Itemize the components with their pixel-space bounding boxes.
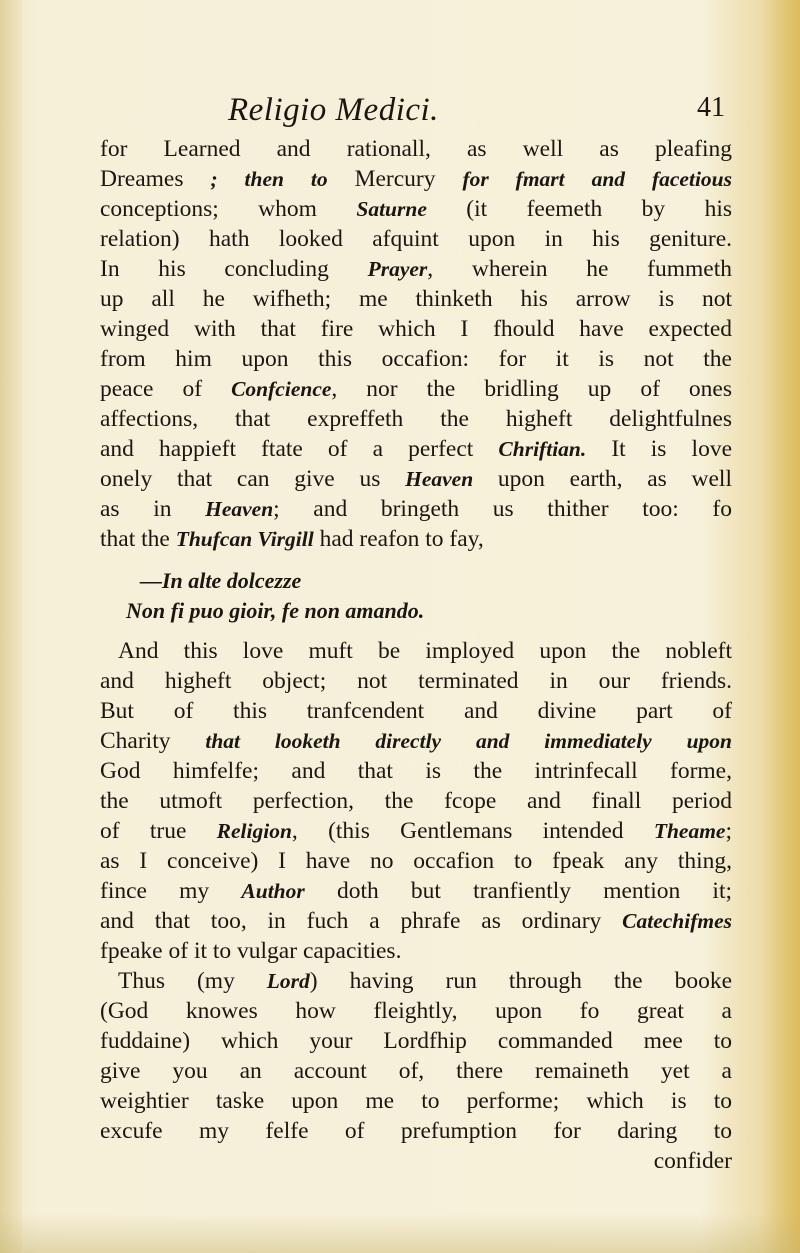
text-line: [100, 816, 732, 846]
text-segment: Mercury: [354, 166, 436, 192]
text-segment: ;: [725, 818, 732, 844]
text-segment: excufe my felfe of prefumption for daring to: [100, 1118, 732, 1144]
text-segment: onely that can give us: [100, 466, 406, 492]
text-segment: affections, that expreffeth the higheft delightfulnes: [100, 406, 732, 432]
text-segment: , wherein he fummeth: [427, 256, 732, 282]
page-edge-discoloration: [760, 0, 800, 1253]
text-segment: fuddaine) which your Lordfhip commanded mee to: [100, 1028, 732, 1054]
verse-line: —In alte dolcezze: [140, 568, 302, 593]
text-line: [100, 344, 732, 374]
text-line: [100, 374, 732, 404]
text-segment: Dreames: [100, 166, 184, 192]
italic-term: Heaven: [205, 497, 274, 521]
text-line: [100, 494, 732, 524]
text-line: [100, 164, 732, 194]
text-segment: peace of: [100, 376, 232, 402]
text-line: [100, 786, 732, 816]
text-segment: from him upon this occafion: for it is not the: [100, 346, 732, 372]
text-segment: as in: [100, 496, 206, 522]
text-segment: conceptions; whom: [100, 196, 357, 222]
italic-term: Author: [241, 879, 305, 903]
paragraph-1: [100, 134, 732, 554]
text-segment: (God knowes how fleightly, upon fo great a: [100, 998, 732, 1024]
text-line: [100, 876, 732, 906]
text-line: [100, 524, 732, 554]
text-segment: But of this tranfcendent and divine part of: [100, 698, 732, 724]
text-line: [100, 966, 732, 996]
text-line: [100, 846, 732, 876]
text-segment: that the: [100, 526, 176, 552]
text-segment: Charity: [100, 728, 171, 754]
italic-term: Theame: [653, 819, 726, 843]
italic-term: Heaven: [405, 467, 474, 491]
text-line: [100, 134, 732, 164]
italic-term: that looketh directly and immediately upon: [170, 729, 732, 753]
italic-term: Chriftian.: [498, 437, 587, 461]
text-segment: give you an account of, there remaineth yet a: [100, 1058, 732, 1084]
text-line: [100, 636, 732, 666]
text-line: [100, 314, 732, 344]
text-line: [100, 404, 732, 434]
text-line: [100, 194, 732, 224]
text-line: [100, 696, 732, 726]
italic-term: for fmart and facetious: [435, 167, 732, 191]
page-number: 41: [697, 92, 725, 123]
text-segment: as I conceive) I have no occafion to fpeak any thing,: [100, 848, 732, 874]
text-segment: of true: [100, 818, 217, 844]
text-segment: and happieft ftate of a perfect: [100, 436, 499, 462]
text-segment: for Learned and rationall, as well as pleafing: [100, 136, 732, 162]
text-line: [100, 464, 732, 494]
text-line: [100, 254, 732, 284]
text-line: [100, 906, 732, 936]
text-line: [100, 726, 732, 756]
text-segment: (it feemeth by his: [426, 196, 733, 222]
text-segment: It is love: [586, 436, 732, 462]
text-segment: ) having run through the booke: [309, 968, 732, 994]
text-segment: In his concluding: [100, 256, 368, 282]
italic-term: Catechifmes: [622, 909, 732, 933]
text-segment: weightier taske upon me to performe; which is to: [100, 1088, 732, 1114]
text-segment: relation) hath looked afquint upon in his geniture.: [100, 226, 732, 252]
text-line: [100, 936, 732, 966]
text-segment: and that too, in fuch a phrafe as ordinary: [100, 908, 623, 934]
running-title: Religio Medici.: [228, 92, 439, 128]
text-segment: fpeake of it to vulgar capacities.: [100, 938, 402, 964]
text-line: [100, 1026, 732, 1056]
text-segment: God himfelfe; and that is the intrinfecall forme,: [100, 758, 732, 784]
text-line: [100, 1086, 732, 1116]
text-line: [100, 224, 732, 254]
text-segment: fince my: [100, 878, 242, 904]
page-header: [100, 92, 732, 132]
text-segment: the utmoft perfection, the fcope and finall period: [100, 788, 732, 814]
text-segment: up all he wifheth; me thinketh his arrow is not: [100, 286, 732, 312]
text-segment: had reafon to fay,: [313, 526, 484, 552]
italic-term: Confcience: [231, 377, 332, 401]
italic-term: Religion: [216, 819, 292, 843]
text-line: [100, 434, 732, 464]
text-line: [100, 1056, 732, 1086]
text-segment: And this love muft be imployed upon the nobleft: [118, 638, 732, 664]
verse-line: Non fi puo gioir, fe non amando.: [126, 598, 425, 623]
page-gutter-shadow: [0, 0, 22, 1253]
text-line: [100, 666, 732, 696]
body-text: [100, 134, 732, 1176]
text-line: [100, 1116, 732, 1146]
text-line: [100, 996, 732, 1026]
verse-quotation: [100, 566, 732, 626]
text-segment: and higheft object; not terminated in our friends.: [100, 668, 732, 694]
text-segment: , nor the bridling up of ones: [331, 376, 732, 402]
text-segment: , (this Gentlemans intended: [291, 818, 654, 844]
text-segment: winged with that fire which I fhould have expected: [100, 316, 732, 342]
text-segment: ; and bringeth us thither too: fo: [273, 496, 732, 522]
text-segment: upon earth, as well: [473, 466, 732, 492]
catchword: confider: [653, 1148, 732, 1174]
italic-term: ; then to: [183, 167, 355, 191]
italic-term: Saturne: [356, 197, 427, 221]
paragraph-2: [100, 636, 732, 1146]
italic-term: Prayer: [367, 257, 428, 281]
italic-term: Lord: [266, 969, 310, 993]
text-line: [100, 284, 732, 314]
page-bottom-edge: [0, 1213, 800, 1253]
text-line: [100, 756, 732, 786]
text-segment: Thus (my: [118, 968, 267, 994]
text-segment: doth but tranfiently mention it;: [304, 878, 733, 904]
italic-term: Thufcan Virgill: [175, 527, 314, 551]
